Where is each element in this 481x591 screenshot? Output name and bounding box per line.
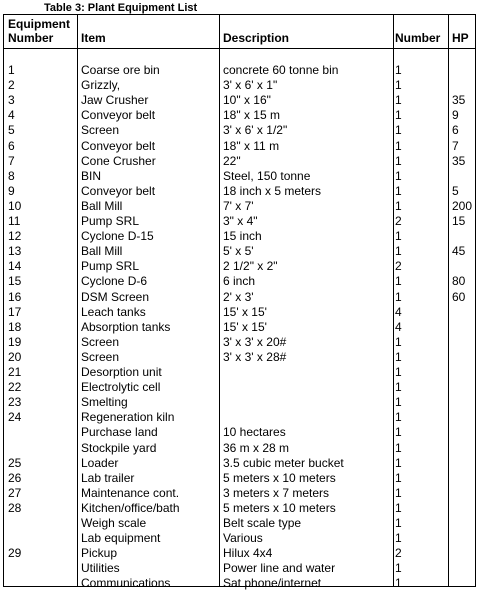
cell-item: Screen bbox=[81, 349, 120, 364]
table-row bbox=[4, 154, 475, 169]
cell-description: Various bbox=[223, 531, 263, 546]
cell-count: 2 bbox=[395, 214, 402, 228]
cell-description: Power line and water bbox=[223, 561, 336, 576]
table-row bbox=[4, 305, 475, 320]
cell-item: Utilities bbox=[81, 561, 120, 576]
cell-number: 2 bbox=[8, 78, 15, 93]
cell-number: 12 bbox=[8, 229, 22, 244]
cell-number: 20 bbox=[8, 349, 22, 364]
cell-item: Conveyor belt bbox=[81, 108, 156, 123]
table-row bbox=[4, 184, 475, 199]
cell-count: 1 bbox=[395, 334, 402, 349]
equipment-table bbox=[3, 14, 476, 591]
cell-count: 1 bbox=[395, 78, 402, 93]
cell-description: 15' x 15' bbox=[223, 319, 267, 334]
cell-item: Conveyor belt bbox=[81, 138, 156, 153]
cell-description: concrete 60 tonne bin bbox=[223, 63, 339, 77]
cell-hp: 80 bbox=[452, 274, 466, 289]
cell-count: 1 bbox=[395, 425, 402, 440]
cell-description: 15' x 15' bbox=[223, 304, 267, 319]
table-row bbox=[4, 290, 475, 305]
header-count: Number bbox=[395, 31, 441, 45]
table-row bbox=[4, 139, 475, 154]
cell-item: Communications bbox=[81, 576, 171, 591]
cell-item: Electrolytic cell bbox=[81, 380, 161, 395]
cell-item: Maintenance cont. bbox=[81, 485, 180, 500]
table-row bbox=[4, 78, 475, 93]
cell-description: 18" x 11 m bbox=[223, 138, 280, 153]
cell-number: 17 bbox=[8, 304, 22, 319]
cell-count: 4 bbox=[395, 319, 402, 334]
cell-number: 7 bbox=[8, 153, 15, 168]
cell-item: Screen bbox=[81, 123, 120, 138]
cell-count: 1 bbox=[395, 63, 402, 77]
cell-number: 6 bbox=[8, 138, 15, 153]
cell-item: Pump SRL bbox=[81, 259, 140, 274]
header-hp: HP bbox=[452, 31, 469, 45]
cell-item: Weigh scale bbox=[81, 516, 147, 530]
cell-hp: 35 bbox=[452, 153, 466, 168]
cell-number: 29 bbox=[8, 546, 22, 561]
cell-description: 3' x 3' x 20# bbox=[223, 334, 287, 349]
cell-count: 1 bbox=[395, 395, 402, 410]
table-row bbox=[4, 561, 475, 576]
cell-count: 1 bbox=[395, 108, 402, 123]
cell-count: 1 bbox=[395, 455, 402, 470]
cell-description: 22" bbox=[223, 153, 241, 168]
cell-description: 3.5 cubic meter bucket bbox=[223, 455, 344, 470]
cell-description: 5 meters x 10 meters bbox=[223, 470, 336, 485]
cell-item: Absorption tanks bbox=[81, 319, 171, 334]
cell-count: 1 bbox=[395, 274, 402, 289]
cell-hp: 5 bbox=[452, 183, 459, 198]
table-row bbox=[4, 93, 475, 108]
cell-item: Conveyor belt bbox=[81, 183, 156, 198]
cell-item: DSM Screen bbox=[81, 289, 150, 304]
cell-number: 21 bbox=[8, 365, 22, 379]
cell-hp: 7 bbox=[452, 138, 459, 153]
cell-item: Desorption unit bbox=[81, 365, 162, 379]
cell-count: 1 bbox=[395, 349, 402, 364]
cell-item: Pickup bbox=[81, 546, 118, 561]
cell-item: Lab trailer bbox=[81, 470, 135, 485]
cell-number: 9 bbox=[8, 183, 15, 198]
cell-count: 2 bbox=[395, 259, 402, 274]
cell-item: Smelting bbox=[81, 395, 128, 410]
cell-number: 15 bbox=[8, 274, 22, 289]
table-row bbox=[4, 531, 475, 546]
table-row bbox=[4, 365, 475, 380]
cell-item: Cyclone D-6 bbox=[81, 274, 148, 289]
cell-item: Cyclone D-15 bbox=[81, 229, 154, 244]
cell-hp: 35 bbox=[452, 93, 466, 108]
cell-description: 5 meters x 10 meters bbox=[223, 500, 336, 515]
cell-count: 1 bbox=[395, 576, 402, 591]
cell-count: 1 bbox=[395, 198, 402, 213]
cell-description: 2 1/2" x 2" bbox=[223, 259, 278, 274]
cell-description: 3' x 6' x 1" bbox=[223, 78, 278, 93]
cell-description: 3' x 6' x 1/2" bbox=[223, 123, 288, 138]
header-number-line1: Equipment bbox=[8, 17, 70, 31]
cell-hp: 9 bbox=[452, 108, 459, 123]
cell-description: 3' x 3' x 28# bbox=[223, 349, 287, 364]
cell-number: 8 bbox=[8, 168, 15, 183]
table-row bbox=[4, 471, 475, 486]
cell-item: Pump SRL bbox=[81, 214, 140, 228]
table-caption: Table 3: Plant Equipment List bbox=[44, 2, 198, 14]
cell-count: 1 bbox=[395, 440, 402, 455]
cell-description: Belt scale type bbox=[223, 516, 302, 530]
cell-description: 2' x 3' bbox=[223, 289, 254, 304]
cell-description: 18" x 15 m bbox=[223, 108, 280, 123]
table-row bbox=[4, 259, 475, 274]
cell-count: 1 bbox=[395, 289, 402, 304]
table-row bbox=[4, 380, 475, 395]
table-row bbox=[4, 214, 475, 229]
cell-count: 1 bbox=[395, 153, 402, 168]
table-row bbox=[4, 576, 475, 591]
cell-item: Coarse ore bin bbox=[81, 63, 160, 77]
cell-item: Leach tanks bbox=[81, 304, 146, 319]
cell-item: Jaw Crusher bbox=[81, 93, 149, 108]
cell-count: 1 bbox=[395, 168, 402, 183]
table-row bbox=[4, 244, 475, 259]
cell-number: 1 bbox=[8, 63, 15, 77]
cell-count: 1 bbox=[395, 485, 402, 500]
cell-hp: 200 bbox=[452, 198, 473, 213]
cell-description: 6 inch bbox=[223, 274, 256, 289]
cell-item: Lab equipment bbox=[81, 531, 161, 546]
cell-item: Kitchen/office/bath bbox=[81, 500, 180, 515]
table-row bbox=[4, 456, 475, 471]
table-row bbox=[4, 274, 475, 289]
cell-description: Sat phone/internet bbox=[223, 576, 322, 591]
cell-number: 14 bbox=[8, 259, 22, 274]
cell-item: Stockpile yard bbox=[81, 440, 157, 455]
cell-item: BIN bbox=[81, 168, 102, 183]
cell-number: 4 bbox=[8, 108, 15, 123]
table-row bbox=[4, 546, 475, 561]
table-row bbox=[4, 486, 475, 501]
cell-number: 24 bbox=[8, 410, 22, 425]
table-row bbox=[4, 199, 475, 214]
table-row bbox=[4, 108, 475, 123]
header-description: Description bbox=[223, 31, 290, 45]
cell-number: 5 bbox=[8, 123, 15, 138]
cell-description: 36 m x 28 m bbox=[223, 440, 290, 455]
cell-number: 3 bbox=[8, 93, 15, 108]
table-row bbox=[4, 350, 475, 365]
cell-description: Steel, 150 tonne bbox=[223, 168, 311, 183]
cell-item: Cone Crusher bbox=[81, 153, 156, 168]
cell-number: 16 bbox=[8, 289, 22, 304]
cell-item: Regeneration kiln bbox=[81, 410, 175, 425]
cell-count: 1 bbox=[395, 410, 402, 425]
cell-description: 10 hectares bbox=[223, 425, 286, 440]
cell-item: Grizzly, bbox=[81, 78, 121, 93]
cell-item: Loader bbox=[81, 455, 119, 470]
cell-count: 1 bbox=[395, 244, 402, 259]
cell-item: Screen bbox=[81, 334, 120, 349]
cell-count: 1 bbox=[395, 380, 402, 395]
cell-item: Ball Mill bbox=[81, 244, 123, 259]
cell-description: 3 meters x 7 meters bbox=[223, 485, 330, 500]
cell-count: 1 bbox=[395, 561, 402, 576]
cell-count: 1 bbox=[395, 531, 402, 546]
table-header bbox=[4, 15, 475, 49]
table-row bbox=[4, 395, 475, 410]
cell-number: 28 bbox=[8, 500, 22, 515]
table-row bbox=[4, 501, 475, 516]
cell-description: 15 inch bbox=[223, 229, 262, 244]
cell-number: 23 bbox=[8, 395, 22, 410]
cell-number: 10 bbox=[8, 198, 22, 213]
table-row bbox=[4, 63, 475, 78]
cell-number: 25 bbox=[8, 455, 22, 470]
table-row bbox=[4, 123, 475, 138]
cell-number: 13 bbox=[8, 244, 22, 259]
cell-count: 2 bbox=[395, 546, 402, 561]
header-number-line2: Number bbox=[8, 31, 54, 45]
table-row bbox=[4, 425, 475, 440]
cell-count: 1 bbox=[395, 93, 402, 108]
cell-hp: 6 bbox=[452, 123, 459, 138]
cell-hp: 45 bbox=[452, 244, 466, 259]
table-row bbox=[4, 410, 475, 425]
table-row bbox=[4, 441, 475, 456]
cell-hp: 15 bbox=[452, 214, 466, 228]
cell-description: 3" x 4" bbox=[223, 214, 258, 228]
table-row bbox=[4, 320, 475, 335]
cell-number: 19 bbox=[8, 334, 22, 349]
cell-count: 1 bbox=[395, 183, 402, 198]
table-row bbox=[4, 229, 475, 244]
cell-count: 1 bbox=[395, 516, 402, 530]
cell-number: 27 bbox=[8, 485, 22, 500]
cell-number: 26 bbox=[8, 470, 22, 485]
cell-item: Purchase land bbox=[81, 425, 158, 440]
cell-description: 10" x 16" bbox=[223, 93, 271, 108]
table-row bbox=[4, 335, 475, 350]
header-item: Item bbox=[81, 31, 106, 45]
cell-count: 1 bbox=[395, 138, 402, 153]
cell-hp: 60 bbox=[452, 289, 466, 304]
cell-number: 11 bbox=[8, 214, 21, 228]
cell-count: 4 bbox=[395, 304, 402, 319]
cell-description: Hilux 4x4 bbox=[223, 546, 273, 561]
cell-count: 1 bbox=[395, 365, 402, 379]
table-row bbox=[4, 516, 475, 531]
cell-number: 22 bbox=[8, 380, 22, 395]
cell-item: Ball Mill bbox=[81, 198, 123, 213]
cell-count: 1 bbox=[395, 229, 402, 244]
cell-count: 1 bbox=[395, 500, 402, 515]
cell-description: 18 inch x 5 meters bbox=[223, 183, 322, 198]
cell-description: 5' x 5' bbox=[223, 244, 254, 259]
cell-count: 1 bbox=[395, 123, 402, 138]
table-row bbox=[4, 169, 475, 184]
cell-count: 1 bbox=[395, 470, 402, 485]
cell-description: 7' x 7' bbox=[223, 198, 254, 213]
cell-number: 18 bbox=[8, 319, 22, 334]
